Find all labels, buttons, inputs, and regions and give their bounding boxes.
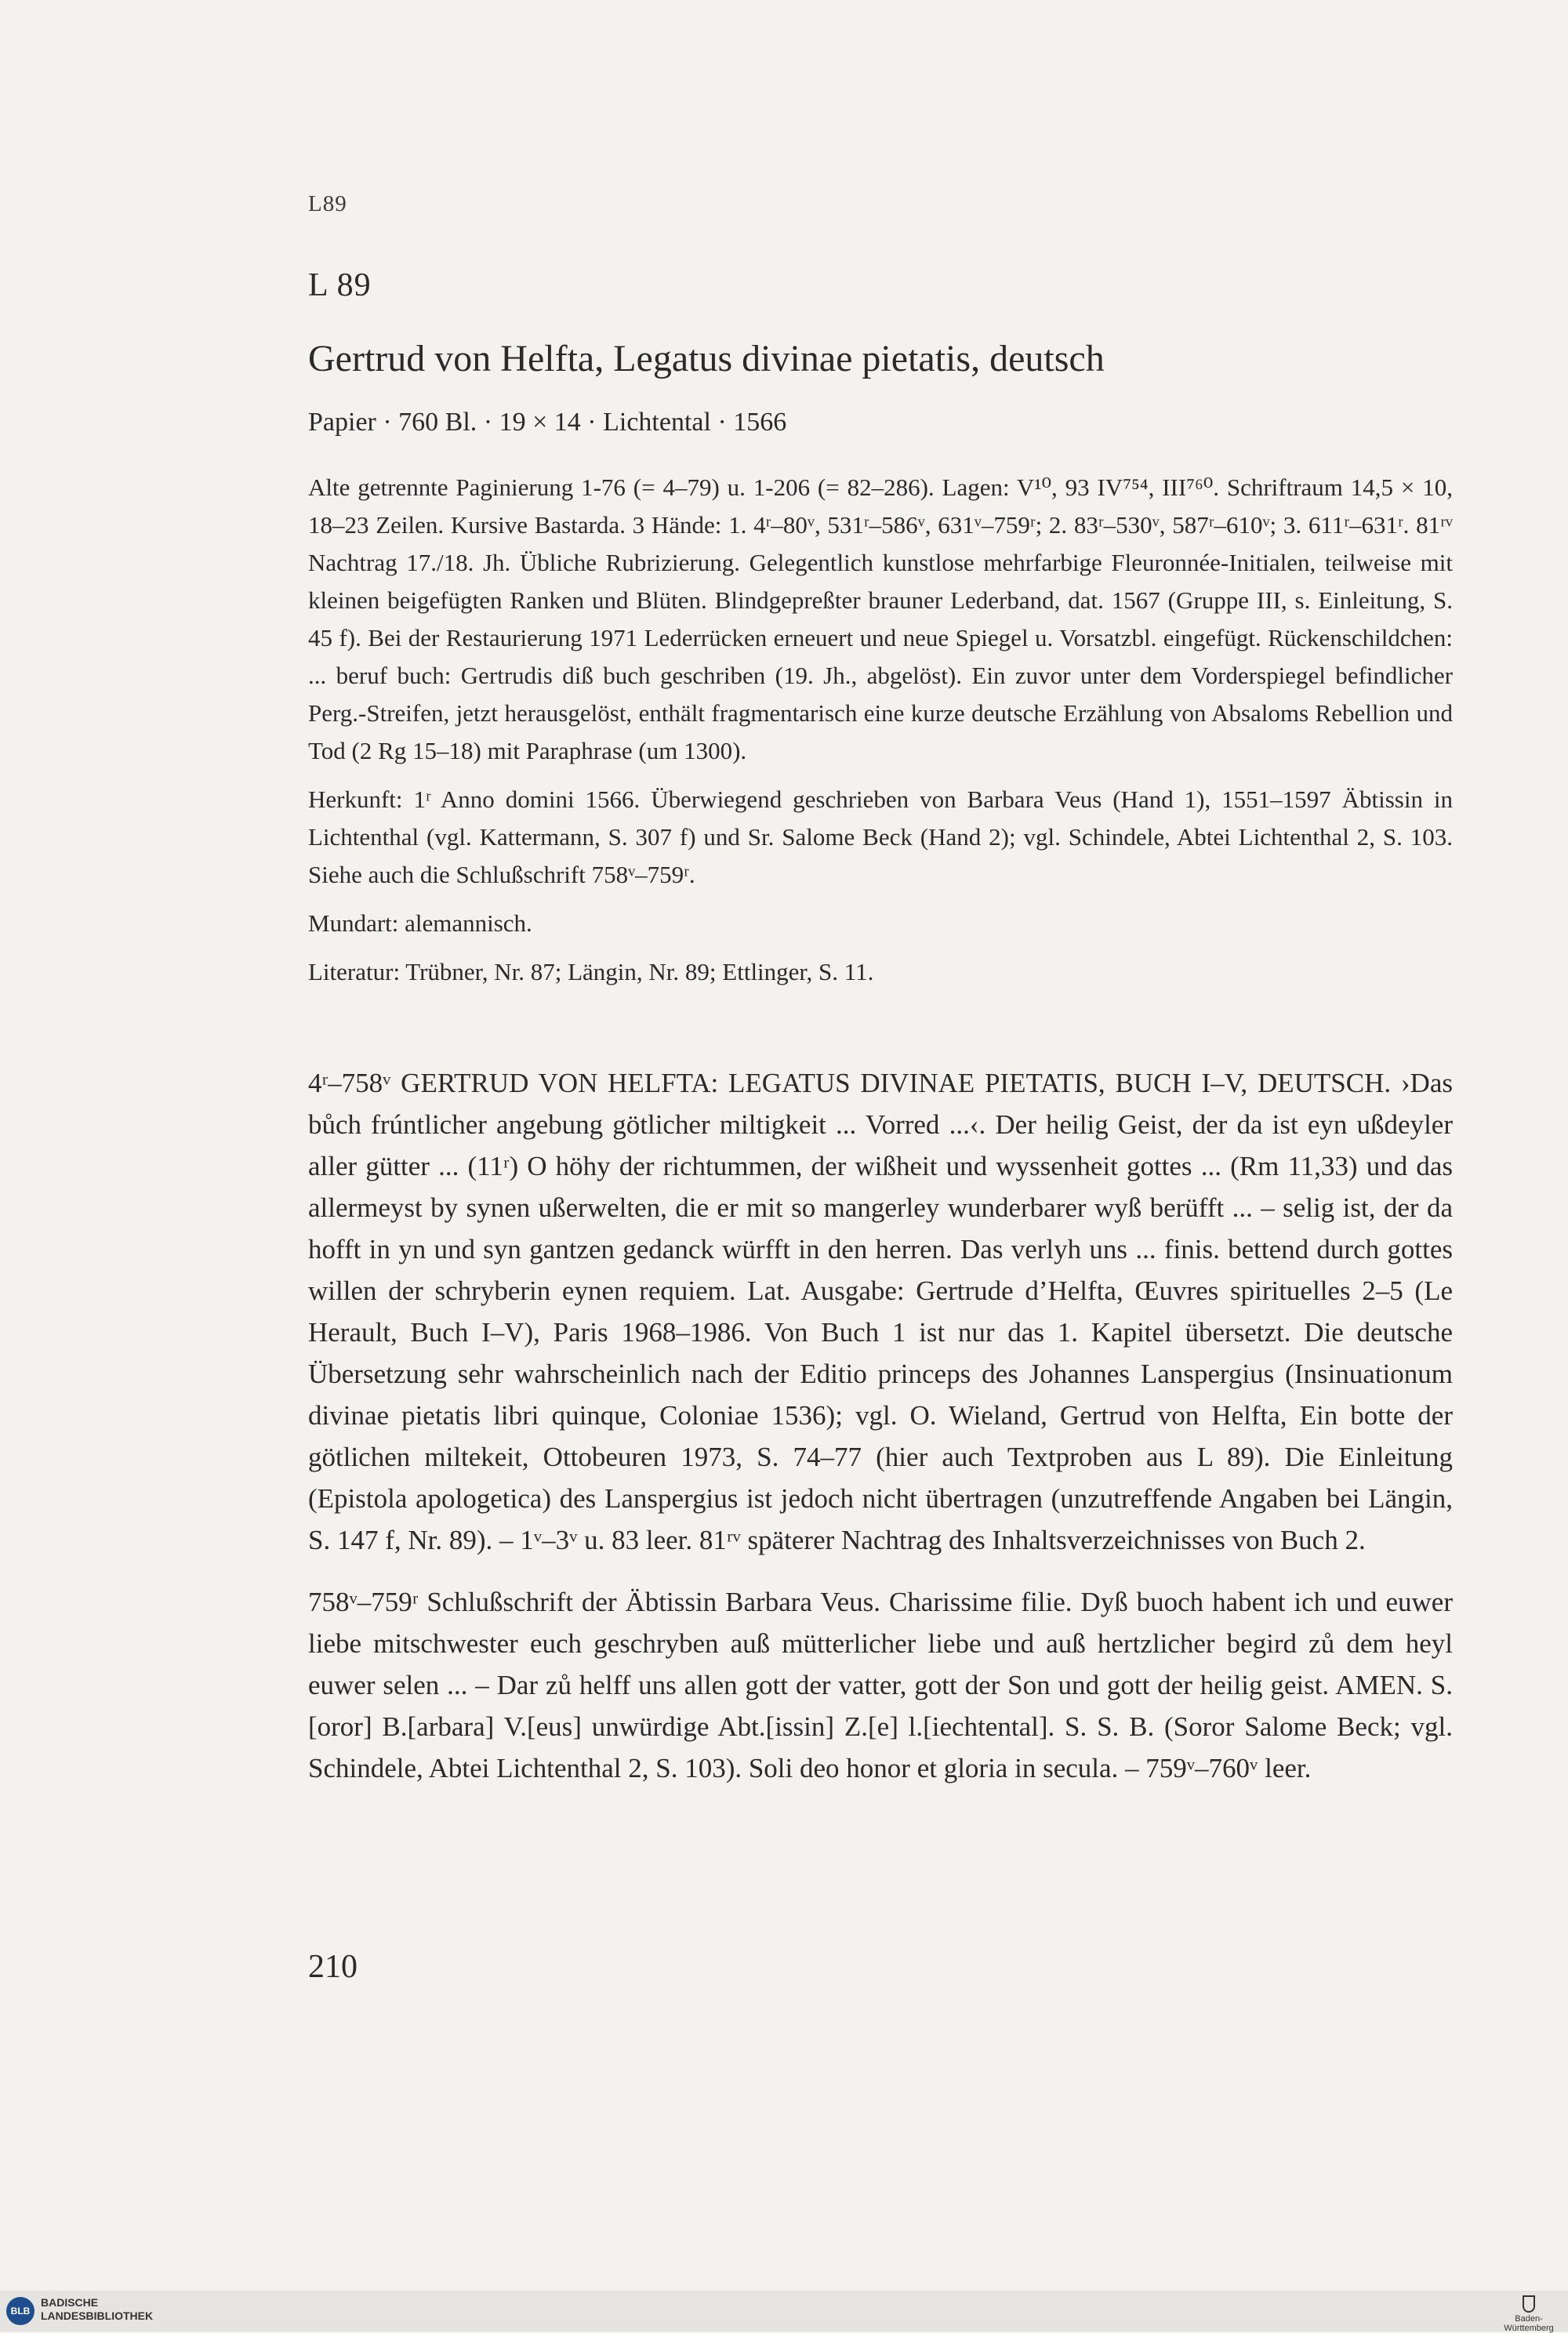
record-description-block [308, 469, 1453, 1002]
library-name-line2: LANDESBIBLIOTHEK [41, 2309, 154, 2322]
entry-colophon: 758ᵛ–759ʳ Schlußschrift der Äbtissin Barbara Veus. Charissime filie. Dyß buoch habent ich und euwer liebe mitschwester euch geschryben auß mütterlicher liebe und auß hertzlicher begird zů dem heyl euwer selen ... – Dar zů helff uns allen gott der vatter, gott der Son und gott der heilig geist. AMEN. S.[oror] B.[arbara] V.[eus] unwürdige Abt.[issin] Z.[e] l.[iechtental]. S. S. B. (Soror Salome Beck; vgl. Schindele, Abtei Lichtenthal 2, S. 103). Soli deo honor et gloria in secula. – 759ᵛ–760ᵛ leer. [308, 1587, 1453, 1783]
library-name-line1: BADISCHE [41, 2296, 99, 2309]
running-head: L89 [308, 191, 347, 216]
dialect: Mundart: alemannisch. [308, 909, 532, 937]
blb-logo-icon: BLB [6, 2297, 34, 2325]
partner-logo-text: Baden-Württemberg [1504, 2314, 1554, 2333]
record-signature: L 89 [308, 267, 372, 303]
record-title: Gertrud von Helfta, Legatus divinae pietatis, deutsch [308, 338, 1105, 379]
entry-legatus: 4ʳ–758ᵛ GERTRUD VON HELFTA: LEGATUS DIVINAE PIETATIS, BUCH I–V, DEUTSCH. ›Das bůch frúntlicher angebung götlicher miltigkeit ... Vorred ...‹. Der heilig Geist, der da ist eyn ußdeyler aller gütter ... (11ʳ) O höhy der richtummen, der wißheit und wyssenheit gottes ... (Rm 11,33) und das allermeyst by synen ußerwelten, die er mit so mangerley wunderbarer wyß berüfft ... – selig ist, der da hofft in yn und syn gantzen gedanck würfft in den herren. Das verlyh uns ... finis. bettend durch gottes willen der schryberin eynen requiem. Lat. Ausgabe: Gertrude d’Helfta, Œuvres spirituelles 2–5 (Le Herault, Buch I–V), Paris 1968–1986. Von Buch 1 ist nur das 1. Kapitel übersetzt. Die deutsche Übersetzung sehr wahrscheinlich nach der Editio princeps des Johannes Lanspergius (Insinuationum divinae pietatis libri quinque, Coloniae 1536); vgl. O. Wieland, Gertrud von Helfta, Ein botte der götlichen miltekeit, Ottobeuren 1973, S. 74–77 (hier auch Textproben aus L 89). Die Einleitung (Epistola apologetica) des Lanspergius ist jedoch nicht übertragen (unzutreffende Angaben bei Längin, S. 147 f, Nr. 89). – 1ᵛ–3ᵛ u. 83 leer. 81ʳᵛ späterer Nachtrag des Inhaltsverzeichnisses von Buch 2. [308, 1068, 1453, 1555]
literature: Literatur: Trübner, Nr. 87; Längin, Nr. 89; Ettlinger, S. 11. [308, 958, 874, 985]
footer-bar [0, 2291, 1568, 2331]
provenance: Herkunft: 1ʳ Anno domini 1566. Überwiegend geschrieben von Barbara Veus (Hand 1), 1551–1597 Äbtissin in Lichtenthal (vgl. Kattermann, S. 307 f) und Sr. Salome Beck (Hand 2); vgl. Schindele, Abtei Lichtenthal 2, S. 103. Siehe auch die Schlußschrift 758ᵛ–759ʳ. [308, 786, 1453, 888]
physical-description: Alte getrennte Paginierung 1-76 (= 4–79) u. 1-206 (= 82–286). Lagen: V¹⁰, 93 IV⁷⁵⁴, III⁷⁶⁰. Schriftraum 14,5 × 10, 18–23 Zeilen. Kursive Bastarda. 3 Hände: 1. 4ʳ–80ᵛ, 531ʳ–586ᵛ, 631ᵛ–759ʳ; 2. 83ʳ–530ᵛ, 587ʳ–610ᵛ; 3. 611ʳ–631ʳ. 81ʳᵛ Nachtrag 17./18. Jh. Übliche Rubrizierung. Gelegentlich kunstlose mehrfarbige Fleuronnée-Initialen, teilweise mit kleinen beigefügten Ranken und Blüten. Blindgepreßter brauner Lederband, dat. 1567 (Gruppe III, s. Einleitung, S. 45 f). Bei der Restaurierung 1971 Lederrücken erneuert und neue Spiegel u. Vorsatzbl. eingefügt. Rückenschildchen: ... beruf buch: Gertrudis diß buch geschriben (19. Jh., abgelöst). Ein zuvor unter dem Vorderspiegel befindlicher Perg.-Streifen, jetzt herausgelöst, enthält fragmentarisch eine kurze deutsche Erzählung von Absaloms Rebellion und Tod (2 Rg 15–18) mit Paraphrase (um 1300). [308, 473, 1453, 764]
library-name [41, 2296, 153, 2323]
coat-of-arms-icon [1523, 2295, 1535, 2313]
baden-wuerttemberg-logo [1494, 2295, 1564, 2333]
record-meta: Papier · 760 Bl. · 19 × 14 · Lichtental · 1566 [308, 408, 787, 437]
content-entries [308, 1062, 1453, 1809]
page-number: 210 [308, 1949, 358, 1985]
